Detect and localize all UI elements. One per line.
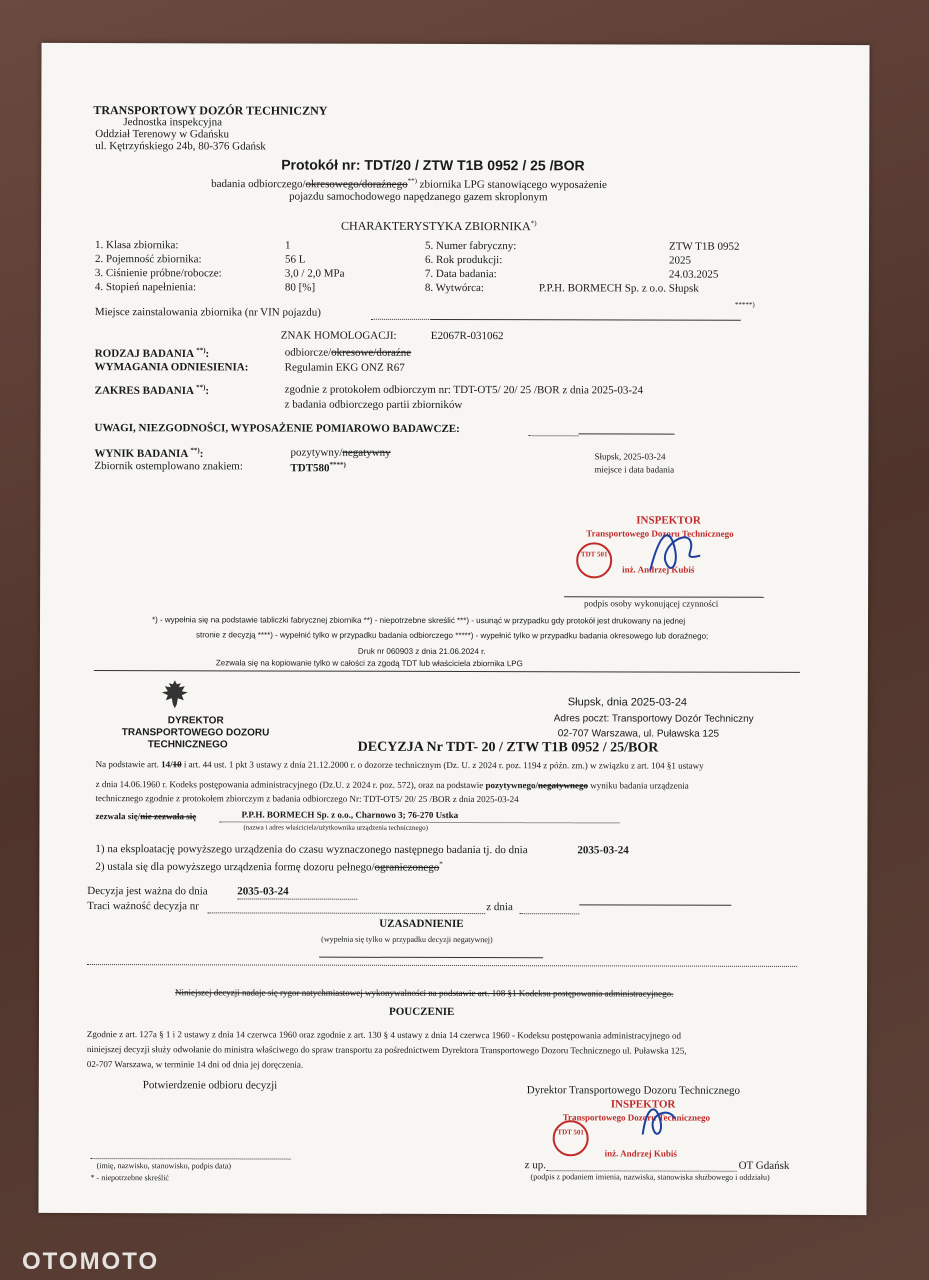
remarks-dots: [529, 435, 579, 436]
receipt-note: * - niepotrzebne skreślić: [90, 1173, 169, 1183]
decision-item-1: 1) na eksploatację powyższego urządzenia do czasu wyznaczonego następnego badania tj. do dnia: [95, 843, 528, 857]
homologation-value: E2067R-031062: [430, 329, 504, 343]
spec-label-6: 6. Rok produkcji:: [424, 253, 503, 267]
install-place-label: Miejsce zainstalowania zbiornika (nr VIN pojazdu): [94, 306, 321, 319]
signoff-stamp-name: inż. Andrzej Kubiś: [604, 1148, 677, 1159]
inspector-stamp-name: inż. Andrzej Kubiś: [622, 564, 695, 575]
director-signoff: Dyrektor Transportowego Dozoru Technicznego: [526, 1084, 740, 1097]
expire-label: Traci ważność decyzja nr: [87, 900, 199, 913]
characteristics-title: [341, 219, 537, 235]
stamp-label: Zbiornik ostemplowano znakiem:: [94, 460, 243, 473]
justification-caption: (wypełnia się tylko w przypadku decyzji negatywnej): [321, 934, 493, 945]
item2-strike: ograniczonego: [374, 861, 440, 874]
test-type-label: RODZAJ BADANIA **):: [94, 346, 210, 361]
protocol-title: Protokół nr: TDT/20 / ZTW T1B 0952 / 25 /BOR: [281, 156, 585, 174]
spec-label-7: 7. Data badania:: [424, 267, 497, 281]
signoff-seal-icon: [553, 1120, 589, 1156]
scope-label-text: ZAKRES BADANIA: [94, 384, 194, 397]
decision-permit: [95, 811, 196, 821]
scope-value-2: z badania odbiorczego partii zbiorników: [284, 398, 463, 412]
justification-title: UZASADNIENIE: [379, 917, 464, 931]
expire-date-line: [579, 904, 731, 905]
test-type-label-text: RODZAJ BADANIA: [94, 347, 194, 360]
signoff-caption: (podpis z podaniem imienia, nazwiska, stanowiska służbowego i oddziału): [530, 1172, 770, 1182]
p2-c: wyniku badania urządzenia: [587, 780, 689, 791]
p2-a: z dnia 14.06.1960 r. Kodeks postępowania administracyjnego (Dz.U. z 2024 r. poz. 572), oraz na podstawie: [95, 779, 486, 791]
spec-label-4: 4. Stopień napełnienia:: [94, 281, 197, 294]
section-divider: [94, 670, 800, 673]
p1-a: Na podstawie art.: [95, 759, 162, 770]
instruction-text-3: 02-707 Warszawa, w terminie 14 dni od dnia jej doręczenia.: [86, 1059, 304, 1070]
test-type-value: [285, 347, 411, 359]
decision-title: DECYZJA Nr TDT- 20 / ZTW T1B 0952 / 25/BOR: [357, 739, 659, 756]
install-stars: *****): [734, 300, 755, 309]
decision-paragraph-2: [96, 779, 689, 791]
spec-label-2: 2. Pojemność zbiornika:: [94, 253, 202, 266]
seal-icon: [576, 542, 612, 578]
remarks-label: UWAGI, NIEZGODNOŚCI, WYPOSAŻENIE POMIAROWO BADAWCZE:: [94, 422, 460, 436]
decision-item-2: 2) ustala się dla powyższego urządzenia formę dozoru pełnego/ograniczonego*: [95, 859, 443, 874]
otomoto-watermark: OTOMOTO: [22, 1248, 160, 1275]
org-address: ul. Kętrzyńskiego 24b, 80-376 Gdańsk: [95, 140, 266, 153]
char-title-text: CHARAKTERYSTYKA ZBIORNIKA: [341, 218, 531, 234]
expire-date-dots: [519, 913, 579, 914]
char-sup: *): [530, 219, 537, 228]
spec-label-8: 8. Wytwórca:: [424, 281, 484, 295]
result-value: [290, 447, 390, 459]
instruction-title: POUCZENIE: [388, 1005, 455, 1019]
justification-dots: [87, 964, 797, 967]
result-strike: negatywny: [342, 446, 391, 459]
inspector-sign-caption: podpis osoby wykonującej czynności: [584, 598, 719, 609]
p2-b: pozytywnego/: [485, 780, 539, 791]
requirements-label: WYMAGANIA ODNIESIENIA:: [94, 361, 249, 374]
footnote-2: stronie z decyzją ****) - wypełnić tylko w przypadku badania odbiorczego *****) - wypełnić tylko w przypadku badania okresowego lub doraźnego;: [195, 630, 709, 641]
sub1-sup: **): [407, 176, 417, 185]
decision-paragraph-1: [96, 759, 704, 771]
p4-strike: nie zezwala się: [140, 811, 197, 822]
receipt-caption: (imię, nazwisko, stanowisko, podpis data): [96, 1161, 232, 1171]
instruction-text-1: Zgodnie z art. 127a § 1 i 2 ustawy z dnia 14 czerwca 1960 oraz zgodnie z art. 130 § 4 ustawy z dnia 14 czerwca 1960 - Kodeksu postępowania administracyjnego od: [86, 1029, 682, 1041]
requirements-value: Regulamin EKG ONZ R67: [284, 361, 405, 374]
receipt-label: Potwierdzenie odbioru decyzji: [142, 1079, 278, 1092]
decision-address-1: Adres poczt: Transportowy Dozór Techniczny: [553, 713, 754, 725]
sub1-b: zbiornika LPG stanowiącego wyposażenie: [416, 178, 607, 192]
org-name: TRANSPORTOWY DOZÓR TECHNICZNY: [93, 103, 328, 118]
stamp-sup: ****): [329, 460, 346, 469]
justification-line: [319, 957, 543, 959]
result-a: pozytywny/: [290, 446, 343, 459]
signature-icon: [640, 520, 710, 580]
p4-a: zezwala się/: [95, 811, 141, 822]
decision-address-2: 02-707 Warszawa, ul. Puławska 125: [557, 728, 720, 740]
valid-until-date: 2035-03-24: [237, 885, 289, 898]
result-label-text: WYNIK BADANIA: [94, 447, 188, 460]
inspector-stamp-org: Transportowego Dozoru Technicznego: [586, 528, 734, 539]
immediate-enforceability-struck: Niniejszej decyzji nadaje się rygor natychmiastowej wykonywalności na podstawie art. 108 §1 Kodeksu postępowania administracyjnego.: [175, 987, 674, 999]
scope-sup: **): [196, 383, 206, 392]
decision-city-date: Słupsk, dnia 2025-03-24: [567, 696, 688, 709]
stamp-value: [290, 461, 346, 475]
footnote-1: *) - wypełnia się na podstawie tabliczki fabrycznej zbiornika **) - niepotrzebne skreślić ***) - usunąć w przypadku gdy protokół jest drukowany na jednej: [152, 615, 686, 626]
decision-item-1-date: 2035-03-24: [577, 844, 629, 857]
p1-c: i art. 44 ust. 1 pkt 3 ustawy z dnia 21.12.2000 r. o dozorze technicznym (Dz. U. z 2024 r. poz. 1194 z późn. zm.) w związku z art. 104 §1 ustawy: [181, 759, 704, 771]
scope-value-1: zgodnie z protokołem odbiorczym nr: TDT-OT5/ 20/ 25 /BOR z dnia 2025-03-24: [284, 383, 644, 397]
spec-value-5: ZTW T1B 0952: [668, 240, 740, 253]
eagle-emblem-icon: [158, 677, 192, 711]
instruction-text-2: niniejszej decyzji służy odwołanie do ministra właściwego do spraw transportu za pośrednictwem Dyrektora Transportowego Dozoru Technicznego ul. Puławska 125,: [86, 1044, 687, 1056]
p2-strike: negatywnego: [537, 780, 589, 791]
spec-value-3: 3,0 / 2,0 MPa: [284, 267, 345, 280]
protocol-subtitle: [211, 176, 607, 191]
decision-company-caption: (nazwa i adres właściciela/użytkownika urządzenia technicznego): [243, 823, 428, 832]
signoff-stamp-title: INSPEKTOR: [610, 1098, 676, 1111]
document-page: [38, 43, 869, 1215]
signoff-office: OT Gdańsk: [738, 1159, 790, 1172]
homologation-label: ZNAK HOMOLOGACJI:: [280, 329, 397, 342]
item2-a: 2) ustala się dla powyższego urządzenia formę dozoru pełnego/: [95, 860, 375, 874]
valid-until-dots: [237, 898, 357, 899]
inspector-stamp-title: INSPEKTOR: [636, 514, 701, 527]
spec-value-6: 2025: [668, 254, 691, 267]
spec-value-2: 56 L: [284, 253, 306, 266]
seal-text: TDT 501: [580, 550, 608, 559]
expire-mid: z dnia: [486, 901, 513, 914]
spec-label-1: 1. Klasa zbiornika:: [94, 239, 179, 252]
valid-until-label: Decyzja jest ważna do dnia: [87, 885, 208, 898]
signoff-zup: z up.: [524, 1159, 547, 1172]
org-unit: Jednostka inspekcyjna: [123, 116, 223, 129]
receipt-dots: [91, 1158, 291, 1160]
result-sup: **): [190, 446, 200, 455]
protocol-subtitle-2: pojazdu samochodowego napędzanego gazem skroplonym: [289, 190, 548, 204]
sub1-a: badania odbiorczego/: [211, 178, 306, 191]
sub1-strike: okresowego/doraźnego: [305, 178, 408, 191]
signoff-seal-text: TDT 501: [557, 1128, 584, 1137]
install-place-dots: [371, 319, 431, 320]
place-date: Słupsk, 2025-03-24: [594, 451, 666, 462]
scope-label: ZAKRES BADANIA **):: [94, 383, 210, 398]
remarks-line: [579, 433, 675, 434]
install-place-line: [431, 319, 741, 321]
test-type-strike: okresowe/doraźne: [331, 346, 412, 359]
decision-company: P.P.H. BORMECH Sp. z o.o., Charnowo 3; 76-270 Ustka: [241, 809, 459, 821]
spec-value-1: 1: [284, 239, 291, 252]
decision-paragraph-3: technicznego zgodnie z protokołem zbiorczym z badania odbiorczego Nr: TDT-OT5/ 20/ 25 /BOR z dnia 2025-03-24: [95, 793, 519, 805]
signoff-signature-icon: [635, 1094, 685, 1144]
p1-b: 14/: [161, 759, 173, 770]
test-type-a: odbiorcze/: [284, 346, 332, 359]
place-date-caption: miejsce i data badania: [594, 464, 675, 475]
result-label: WYNIK BADANIA **):: [94, 446, 204, 460]
stamp-value-text: TDT580: [290, 462, 330, 475]
spec-label-5: 5. Numer fabryczny:: [424, 239, 517, 253]
expire-dots: [207, 912, 485, 914]
director-line-1: DYREKTOR: [167, 715, 224, 727]
footnote-4: Zezwala się na kopiowanie tylko w całości za zgodą TDT lub właściciela zbiornika LPG: [215, 658, 523, 669]
spec-value-7: 24.03.2025: [668, 268, 719, 281]
spec-label-3: 3. Ciśnienie próbne/robocze:: [94, 267, 222, 280]
spec-value-4: 80 [%]: [284, 281, 316, 294]
director-line-3: TECHNICZNEGO: [147, 739, 228, 751]
test-type-sup: **): [196, 346, 206, 355]
p1-strike: 10: [172, 759, 182, 770]
signoff-stamp-org: Transportowego Dozoru Technicznego: [562, 1112, 711, 1123]
spec-value-8: P.P.H. BORMECH Sp. z o.o. Słupsk: [538, 282, 699, 295]
org-branch: Oddział Terenowy w Gdańsku: [95, 128, 230, 141]
footnote-3: Druk nr 060903 z dnia 21.06.2024 r.: [357, 646, 486, 657]
director-line-2: TRANSPORTOWEGO DOZORU: [121, 727, 270, 739]
